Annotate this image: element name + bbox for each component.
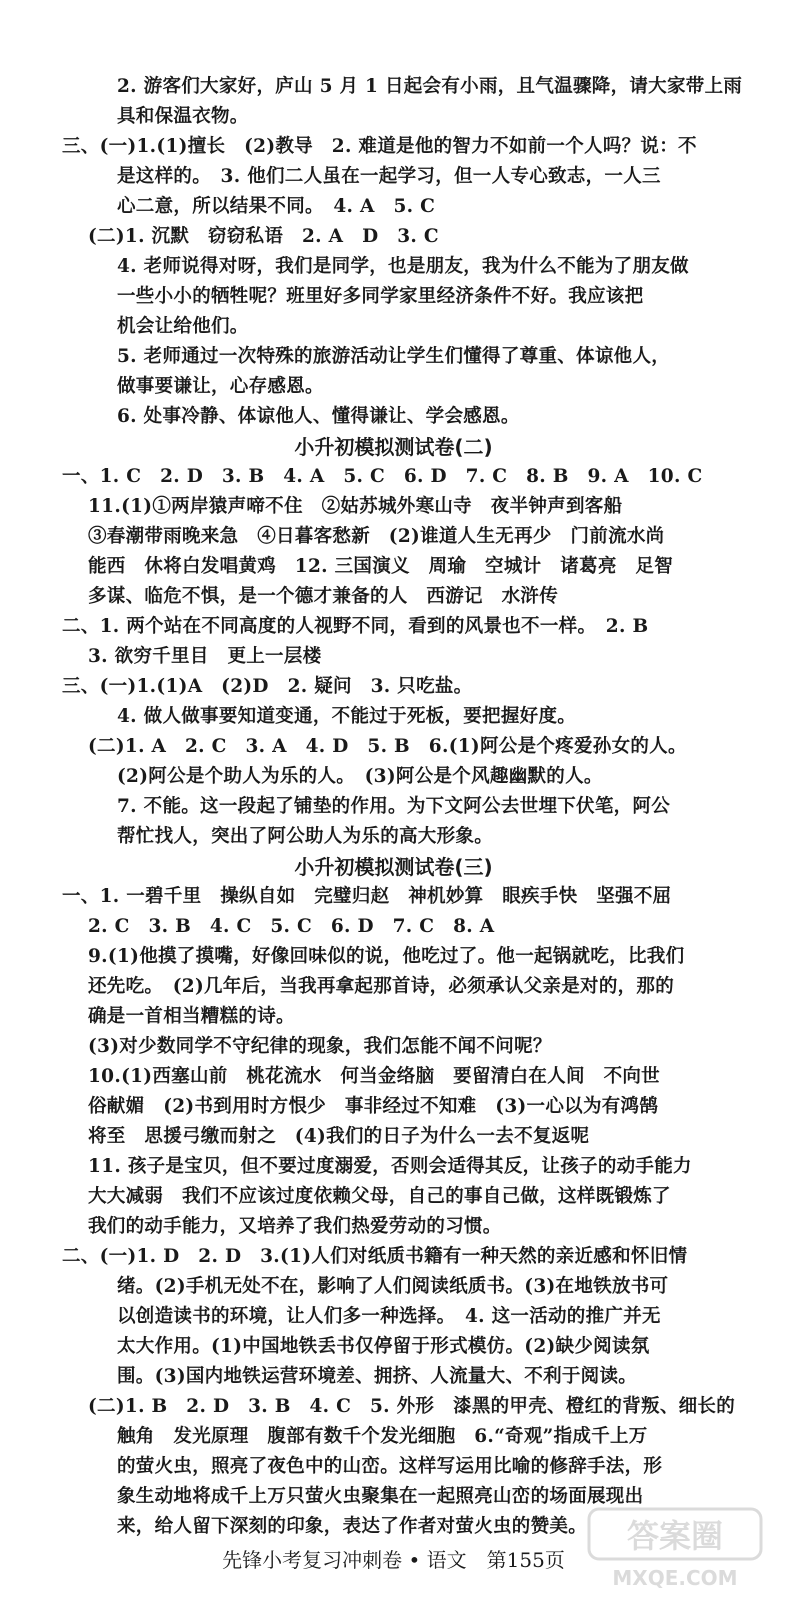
text-line: (二)1. 沉默 窃窃私语 2. A D 3. C (88, 226, 439, 247)
text-line: 大大减弱 我们不应该过度依赖父母，自己的事自己做，这样既锻炼了 (88, 1186, 671, 1207)
text-line: 来，给人留下深刻的印象，表达了作者对萤火虫的赞美。 (117, 1516, 588, 1537)
text-line: (二)1. B 2. D 3. B 4. C 5. 外形 漆黑的甲壳、橙红的背叛、细长的 (88, 1396, 736, 1417)
text-line: (二)1. A 2. C 3. A 4. D 5. B 6.(1)阿公是个疼爱孙女的人。 (88, 736, 687, 757)
watermark-top-text: 答案圈 (626, 1517, 724, 1555)
text-line: 2. 游客们大家好，庐山 5 月 1 日起会有小雨，且气温骤降，请大家带上雨 (117, 76, 743, 97)
text-line: 确是一首相当糟糕的诗。 (88, 1006, 295, 1027)
text-line: 6. 处事冷静、体谅他人、懂得谦让、学会感恩。 (117, 406, 520, 427)
text-line: 心二意，所以结果不同。 4. A 5. C (117, 196, 436, 217)
text-line: 一些小小的牺牲呢？班里好多同学家里经济条件不好。我应该把 (117, 286, 644, 307)
text-line: 具和保温衣物。 (117, 106, 249, 127)
text-line: 还先吃。 (2)几年后，当我再拿起那首诗，必须承认父亲是对的，那的 (88, 976, 675, 997)
text-line: 一、1. 一碧千里 操纵自如 完璧归赵 神机妙算 眼疾手快 坚强不屈 (62, 886, 672, 907)
text-line: 绪。(2)手机无处不在，影响了人们阅读纸质书。(3)在地铁放书可 (117, 1276, 669, 1297)
text-line: 3. 欲穷千里目 更上一层楼 (88, 646, 322, 667)
text-line: 三、(一)1.(1)擅长 (2)教导 2. 难道是他的智力不如前一个人吗？说：不 (62, 136, 697, 157)
text-line: 围。(3)国内地铁运营环境差、拥挤、人流量大、不利于阅读。 (117, 1366, 638, 1387)
page-footer: 先锋小考复习冲刺卷 • 语文 第155页 (222, 1548, 565, 1572)
text-line: 10.(1)西塞山前 桃花流水 何当金络脑 要留清白在人间 不向世 (88, 1066, 660, 1087)
text-line: 象生动地将成千上万只萤火虫聚集在一起照亮山峦的场面展现出 (117, 1486, 644, 1507)
text-line: 我们的动手能力，又培养了我们热爱劳动的习惯。 (88, 1216, 502, 1237)
watermark-logo (585, 1505, 765, 1590)
text-line: 4. 做人做事要知道变通，不能过于死板，要把握好度。 (117, 706, 577, 727)
text-line: 能西 休将白发唱黄鸡 12. 三国演义 周瑜 空城计 诸葛亮 足智 (88, 556, 674, 577)
text-line: 11. 孩子是宝贝，但不要过度溺爱，否则会适得其反，让孩子的动手能力 (88, 1156, 692, 1177)
text-line: 帮忙找人，突出了阿公助人为乐的高大形象。 (117, 826, 494, 847)
text-line: 2. C 3. B 4. C 5. C 6. D 7. C 8. A (88, 916, 495, 937)
text-line: 4. 老师说得对呀，我们是同学，也是朋友，我为什么不能为了朋友做 (117, 256, 689, 277)
text-line: 太大作用。(1)中国地铁丢书仅停留于形式模仿。(2)缺少阅读氛 (117, 1336, 650, 1357)
text-line: 一、1. C 2. D 3. B 4. A 5. C 6. D 7. C 8. B 9. A 10. C (62, 466, 703, 487)
text-line: 多谋、临危不惧，是一个德才兼备的人 西游记 水浒传 (88, 586, 559, 607)
text-line: 做事要谦让，心存感恩。 (117, 376, 324, 397)
text-line: 的萤火虫，照亮了夜色中的山峦。这样写运用比喻的修辞手法，形 (117, 1456, 663, 1477)
text-line: 触角 发光原理 腹部有数千个发光细胞 6.“奇观”指成千上万 (117, 1426, 648, 1447)
section-title: 小升初模拟测试卷(三) (294, 855, 493, 879)
text-line: (3)对少数同学不守纪律的现象，我们怎能不闻不问呢？ (88, 1036, 552, 1057)
text-line: 以创造读书的环境，让人们多一种选择。 4. 这一活动的推广并无 (117, 1306, 661, 1327)
text-line: (2)阿公是个助人为乐的人。 (3)阿公是个风趣幽默的人。 (117, 766, 603, 787)
text-line: 5. 老师通过一次特殊的旅游活动让学生们懂得了尊重、体谅他人， (117, 346, 671, 367)
text-line: 俗献媚 (2)书到用时方恨少 事非经过不知难 (3)一心以为有鸿鹄 (88, 1096, 659, 1117)
text-line: 将至 思援弓缴而射之 (4)我们的日子为什么一去不复返呢 (88, 1126, 590, 1147)
text-line: 7. 不能。这一段起了铺垫的作用。为下文阿公去世埋下伏笔，阿公 (117, 796, 671, 817)
text-line: 9.(1)他摸了摸嘴，好像回味似的说，他吃过了。他一起锅就吃，比我们 (88, 946, 685, 967)
watermark-bottom-text: MXQE.COM (612, 1566, 738, 1590)
text-line: 11.(1)①两岸猿声啼不住 ②姑苏城外寒山寺 夜半钟声到客船 (88, 496, 623, 517)
text-line: 机会让给他们。 (117, 316, 249, 337)
section-title: 小升初模拟测试卷(二) (294, 435, 493, 459)
text-line: 是这样的。 3. 他们二人虽在一起学习，但一人专心致志，一人三 (117, 166, 661, 187)
text-line: 二、1. 两个站在不同高度的人视野不同，看到的风景也不一样。 2. B (62, 616, 649, 637)
text-line: ③春潮带雨晚来急 ④日暮客愁新 (2)谁道人生无再少 门前流水尚 (88, 526, 665, 547)
text-line: 二、(一)1. D 2. D 3.(1)人们对纸质书籍有一种天然的亲近感和怀旧情 (62, 1246, 688, 1267)
text-line: 三、(一)1.(1)A (2)D 2. 疑问 3. 只吃盐。 (62, 676, 473, 697)
